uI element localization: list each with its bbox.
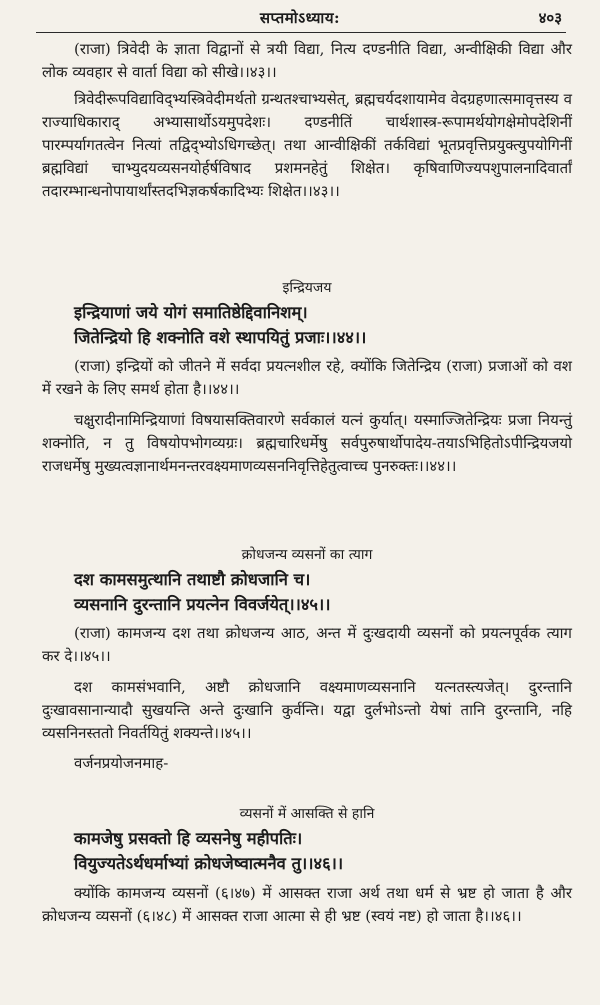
translation-46: क्योंकि कामजन्य व्यसनों (६।४७) में आसक्त राजा अर्थ तथा धर्म से भ्रष्ट हो जाता है और क्रोधजन्य व्यसनों (६।४८) में आसक्त राजा आत्मा से ही भ्रष्ट (स्वयं नष्ट) हो जाता है।।४६।। xyxy=(42,884,572,925)
section-heading-krodh: क्रोधजन्य व्यसनों का त्याग xyxy=(241,547,373,563)
verse-46 xyxy=(42,826,572,876)
verse-line: व्यसनानि दुरन्तानि प्रयत्नेन विवर्जयेत्।।४५।। xyxy=(74,595,331,614)
verse-line: इन्द्रियाणां जये योगं समातिष्ठेद्दिवानिशम्। xyxy=(74,303,308,322)
translation-44: (राजा) इन्द्रियों को जीतने में सर्वदा प्रयत्नशील रहे, क्योंकि जितेन्द्रिय (राजा) प्रजाओं को वश में रखने के लिए समर्थ होता है।।४४।। xyxy=(42,357,572,398)
section-heading-asakti: व्यसनों में आसक्ति से हानि xyxy=(239,806,375,822)
commentary-45: दश कामसंभवानि, अष्टौ क्रोधजानि वक्ष्यमाणव्यसनानि यत्नतस्त्यजेत्। दुरन्तानि दुःखावसानान्यादौ सुखयन्ति अन्ते दुःखानि कुर्वन्ति। यद्वा दुर्लभोऽन्तो येषां तानि दुरन्तानि, नहि व्यसनिनस्ततो निवर्तयितुं शक्यन्ते।।४५।। xyxy=(42,678,572,742)
verse-45 xyxy=(42,567,572,617)
commentary-43: त्रिवेदीरूपविद्याविद्भ्यस्त्रिवेदीमर्थतो ग्रन्थतश्चाभ्यसेत्, ब्रह्मचर्यदशायामेव वेदग्रहणात्समावृत्तस्य व राज्याधिकाराद् अभ्यासार्थोऽयमुपदेशः। दण्डनीतिं चार्थशास्त्र-रूपामर्थयोगक्षेमोपदेशिनीं पारम्पर्यागतत्वेन नित्यां तद्विद्भ्योऽधिगच्छेत्। तथा आन्वीक्षिकीं तर्कविद्यां भूतप्रवृत्तिप्रयुक्त्युपयोगिनीं ब्रह्मविद्यां चाभ्युदयव्यसनयोर्हर्षविषाद प्रशमनहेतुं शिक्षेत। कृषिवाणिज्यपशुपालनादिवार्तां तदारम्भान्धनोपायार्थांस्तदभिज्ञकर्षकादिभ्यः शिक्षेत।।४३।। xyxy=(42,90,572,200)
page-number: ४०३ xyxy=(538,9,562,27)
commentary-44: चक्षुरादीनामिन्द्रियाणां विषयासक्तिवारणे सर्वकालं यत्नं कुर्यात्। यस्माज्जितेन्द्रियः प्रजा नियन्तुं शक्नोति, न तु विषयोपभोगव्यग्रः। ब्रह्मचारिधर्मेषु सर्वपुरुषार्थोपादेय-तयाऽभिहितोऽपीन्द्रियजयो राजधर्मेषु मुख्यत्वज्ञानार्थमनन्तरवक्ष्यमाणव्यसननिवृत्तिहेतुत्वाच्च पुनरुक्तः।।४४।। xyxy=(42,411,572,475)
verse-line: दश कामसमुत्थानि तथाष्टौ क्रोधजानि च। xyxy=(74,570,311,589)
intro-line: वर्जनप्रयोजनमाह- xyxy=(74,754,169,772)
chapter-header: सप्तमोऽध्याय: xyxy=(259,9,341,27)
header-rule xyxy=(36,32,566,33)
translation-43: (राजा) त्रिवेदी के ज्ञाता विद्वानों से त्रयी विद्या, नित्य दण्डनीति विद्या, अन्वीक्षिकी विद्या और लोक व्यवहार से वार्ता विद्या को सीखे।।४३।। xyxy=(42,40,572,81)
verse-line: वियुज्यतेऽर्थधर्माभ्यां क्रोधजेष्वात्मनैव तु।।४६।। xyxy=(74,854,344,873)
translation-45: (राजा) कामजन्य दश तथा क्रोधजन्य आठ, अन्त में दुःखदायी व्यसनों को प्रयत्नपूर्वक त्याग कर दे।।४५।। xyxy=(42,624,572,665)
verse-44 xyxy=(42,300,572,350)
verse-line: जितेन्द्रियो हि शक्नोति वशे स्थापयितुं प्रजाः।।४४।। xyxy=(74,328,367,347)
section-heading-indriyajay: इन्द्रियजय xyxy=(282,280,332,296)
verse-line: कामजेषु प्रसक्तो हि व्यसनेषु महीपतिः। xyxy=(74,829,303,848)
